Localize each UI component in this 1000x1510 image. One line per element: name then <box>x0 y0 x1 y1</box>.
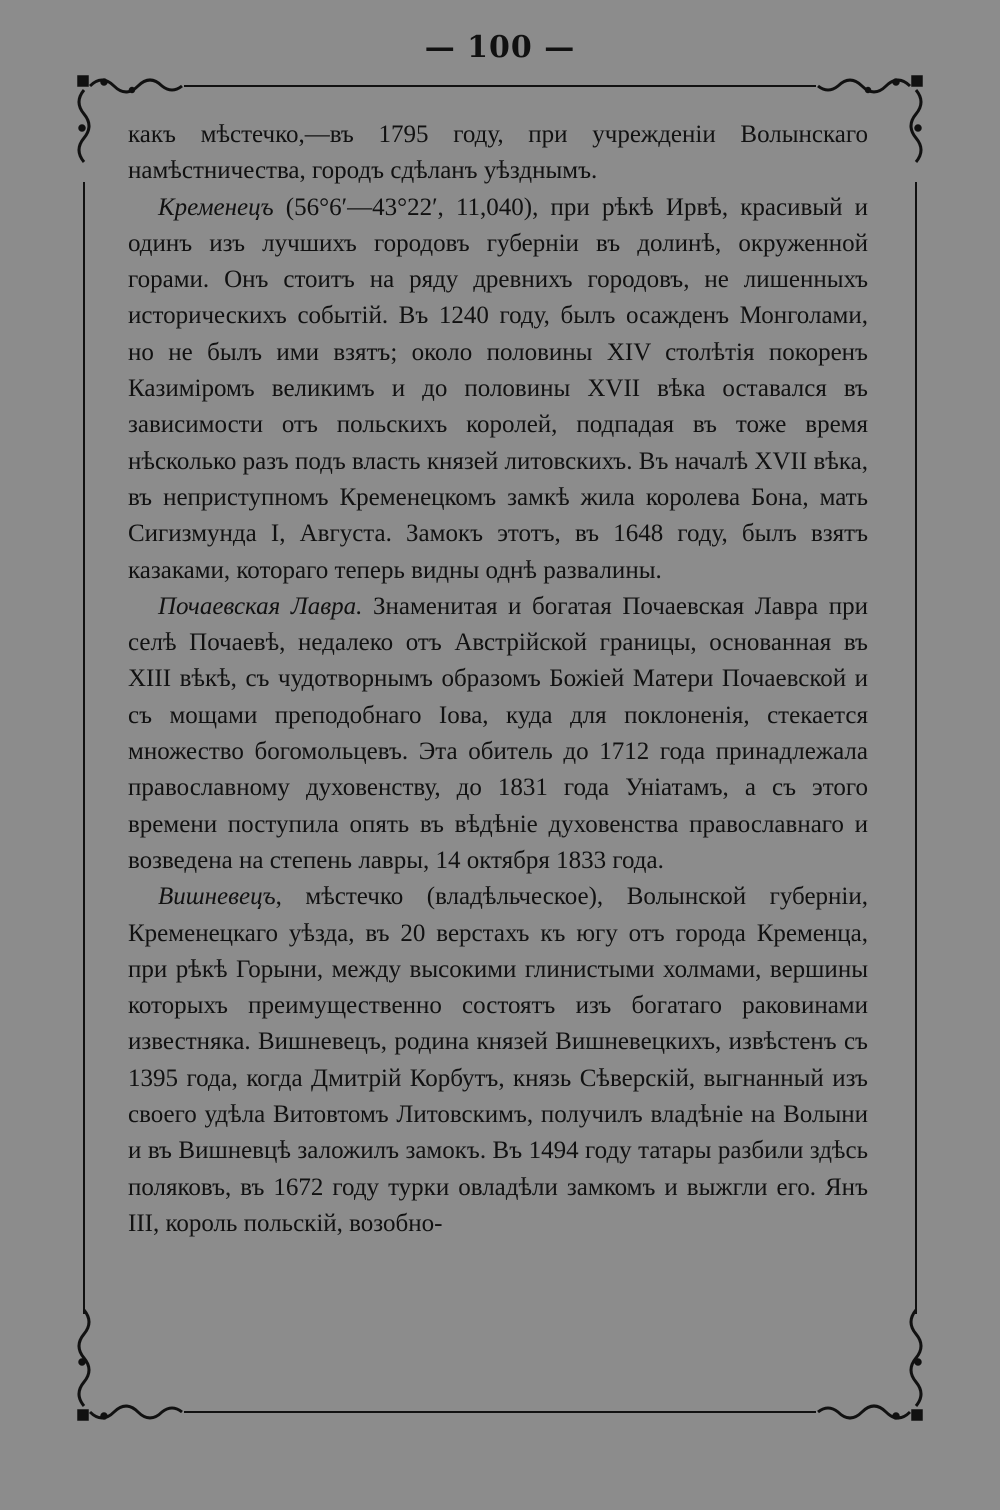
paragraph-lead: Вишневецъ <box>158 883 276 911</box>
corner-ornament-bottom-right <box>818 1310 922 1420</box>
page-number: — 100 — <box>424 30 576 65</box>
corner-ornament-bottom-left <box>78 1310 182 1420</box>
text-body <box>128 117 868 1242</box>
paragraph-vishnevets <box>128 879 868 1242</box>
paragraph-text: Знаменитая и богатая Почаевская Лавра при селѣ Почаевѣ, недалеко отъ Австрійской границы, основанная въ XIII вѣкѣ, съ чудотворнымъ образомъ Божіей Матери Почаевской и съ мощами преподобнаго Іова, куда для поклоненія, стекается множество богомольцевъ. Эта обитель до 1712 года принадлежала православному духовенству, до 1831 года Уніатамъ, а съ этого времени поступила опять въ вѣдѣніе духовенства православнаго и возведена на степень лавры, 14 октября 1833 года. <box>128 592 868 874</box>
paragraph-1 <box>128 117 868 190</box>
paragraph-lead: Почаевская Лавра. <box>158 592 363 620</box>
paragraph-text: , мѣстечко (владѣльческое), Волынской губерніи, Кременецкаго уѣзда, въ 20 верстахъ къ югу отъ города Кременца, при рѣкѣ Горыни, между высокими глинистыми холмами, вершины которыхъ преимущественно состоятъ изъ богатаго раковинами известняка. Вишневецъ, родина князей Вишневецкихъ, извѣстенъ съ 1395 года, когда Дмитрій Корбутъ, князь Сѣверскій, выгнанный изъ своего удѣла Витовтомъ Литовскимъ, получилъ владѣніе на Волыни и въ Вишневцѣ заложилъ замокъ. Въ 1494 году татары разбили здѣсь поляковъ, въ 1672 году турки овладѣли замкомъ и выжгли его. Янъ III, король польскій, возобно- <box>128 883 868 1237</box>
paragraph-pochaev-lavra <box>128 589 868 879</box>
paragraph-kremenets <box>128 190 868 589</box>
paragraph-lead: Кременецъ <box>158 193 274 221</box>
paragraph-text: (56°6′—43°22′, 11,040), при рѣкѣ Ирвѣ, красивый и одинъ изъ лучшихъ городовъ губерніи въ долинѣ, окруженной горами. Онъ стоитъ на ряду древнихъ городовъ, не лишенныхъ историческихъ событій. Въ 1240 году, былъ осажденъ Монголами, но не былъ ими взятъ; около половины XIV столѣтія покоренъ Казиміромъ великимъ и до половины XVII вѣка оставался въ зависимости отъ польскихъ королей, подпадая въ тоже время нѣсколько разъ подъ власть князей литовскихъ. Въ началѣ XVII вѣка, въ неприступномъ Кременецкомъ замкѣ жила королева Бона, мать Сигизмунда I, Августа. Замокъ этотъ, въ 1648 году, былъ взятъ казаками, котораго теперь видны однѣ развалины. <box>128 193 868 584</box>
paragraph-text: какъ мѣстечко,—въ 1795 году, при учрежденіи Волынскаго намѣстничества, городъ сдѣланъ уѣзднымъ. <box>128 121 868 185</box>
